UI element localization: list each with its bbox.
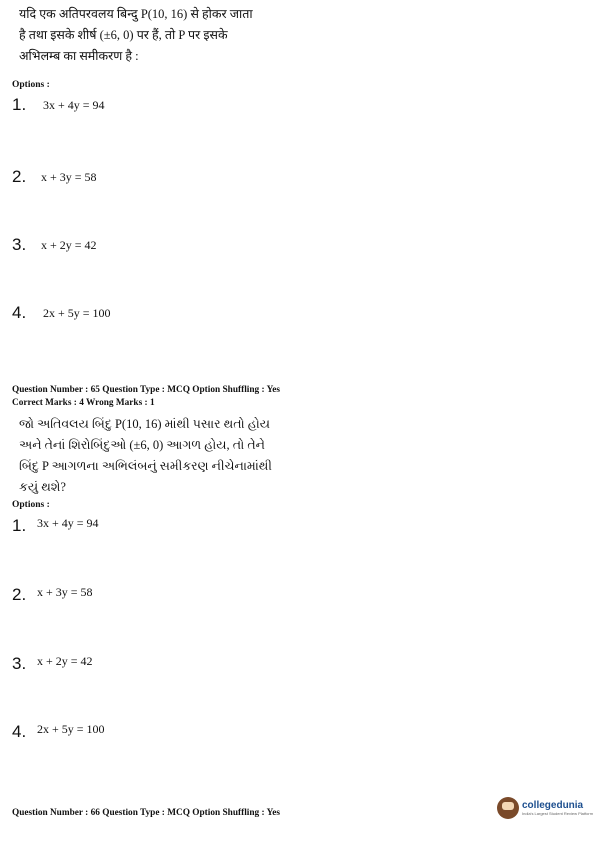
question-64-line-3: अभिलम्ब का समीकरण है : bbox=[19, 49, 139, 63]
option-4[interactable] bbox=[12, 722, 105, 742]
option-text: 3x + 4y = 94 bbox=[43, 98, 105, 112]
option-number: 4. bbox=[12, 722, 27, 741]
option-number: 4. bbox=[12, 303, 27, 322]
logo-tagline: India's Largest Student Review Platform bbox=[522, 811, 594, 816]
option-number: 3. bbox=[12, 235, 27, 254]
option-2[interactable] bbox=[12, 585, 93, 605]
option-number: 1. bbox=[12, 516, 27, 535]
option-1[interactable] bbox=[12, 95, 105, 115]
option-number: 2. bbox=[12, 167, 27, 186]
option-text: x + 3y = 58 bbox=[41, 170, 97, 184]
mascot-icon bbox=[497, 797, 519, 819]
question-64-line-1: यदि एक अतिपरवलय बिन्दु P(10, 16) से होकर जाता bbox=[19, 7, 253, 21]
question-65-line-1: જો અતિવલય બિંદુ P(10, 16) માંથી પસાર થતો હોય bbox=[19, 417, 271, 431]
option-number: 1. bbox=[12, 95, 27, 114]
option-text: x + 2y = 42 bbox=[37, 654, 93, 668]
option-3[interactable] bbox=[12, 654, 93, 674]
question-66-meta: Question Number : 66 Question Type : MCQ Option Shuffling : Yes bbox=[12, 808, 281, 818]
collegedunia-logo bbox=[497, 797, 593, 819]
question-64-text bbox=[19, 4, 253, 67]
option-number: 3. bbox=[12, 654, 27, 673]
option-text: x + 2y = 42 bbox=[41, 238, 97, 252]
question-65-line-4: કયું થશે? bbox=[19, 480, 66, 494]
question-65-text bbox=[19, 414, 272, 498]
option-3[interactable] bbox=[12, 235, 97, 255]
options-label: Options : bbox=[12, 80, 50, 90]
option-text: x + 3y = 58 bbox=[37, 585, 93, 599]
option-text: 2x + 5y = 100 bbox=[43, 306, 111, 320]
question-65-meta: Question Number : 65 Question Type : MCQ Option Shuffling : Yes bbox=[12, 385, 281, 395]
option-text: 2x + 5y = 100 bbox=[37, 722, 105, 736]
question-65-marks: Correct Marks : 4 Wrong Marks : 1 bbox=[12, 398, 155, 408]
question-64-line-2: है तथा इसके शीर्ष (±6, 0) पर हैं, तो P पर इसके bbox=[19, 28, 228, 42]
question-65-line-3: બિંદુ P આગળના અભિલંબનું સમીકરણ નીચેનામાંથી bbox=[19, 459, 272, 473]
question-65-line-2: અને તેનાં શિરોબિંદુઓ (±6, 0) આગળ હોય, તો તેને bbox=[19, 438, 265, 452]
option-2[interactable] bbox=[12, 167, 97, 187]
option-text: 3x + 4y = 94 bbox=[37, 516, 99, 530]
option-number: 2. bbox=[12, 585, 27, 604]
option-4[interactable] bbox=[12, 303, 111, 323]
option-1[interactable] bbox=[12, 516, 99, 536]
logo-brand: collegedunia bbox=[522, 800, 584, 811]
options-label: Options : bbox=[12, 500, 50, 510]
